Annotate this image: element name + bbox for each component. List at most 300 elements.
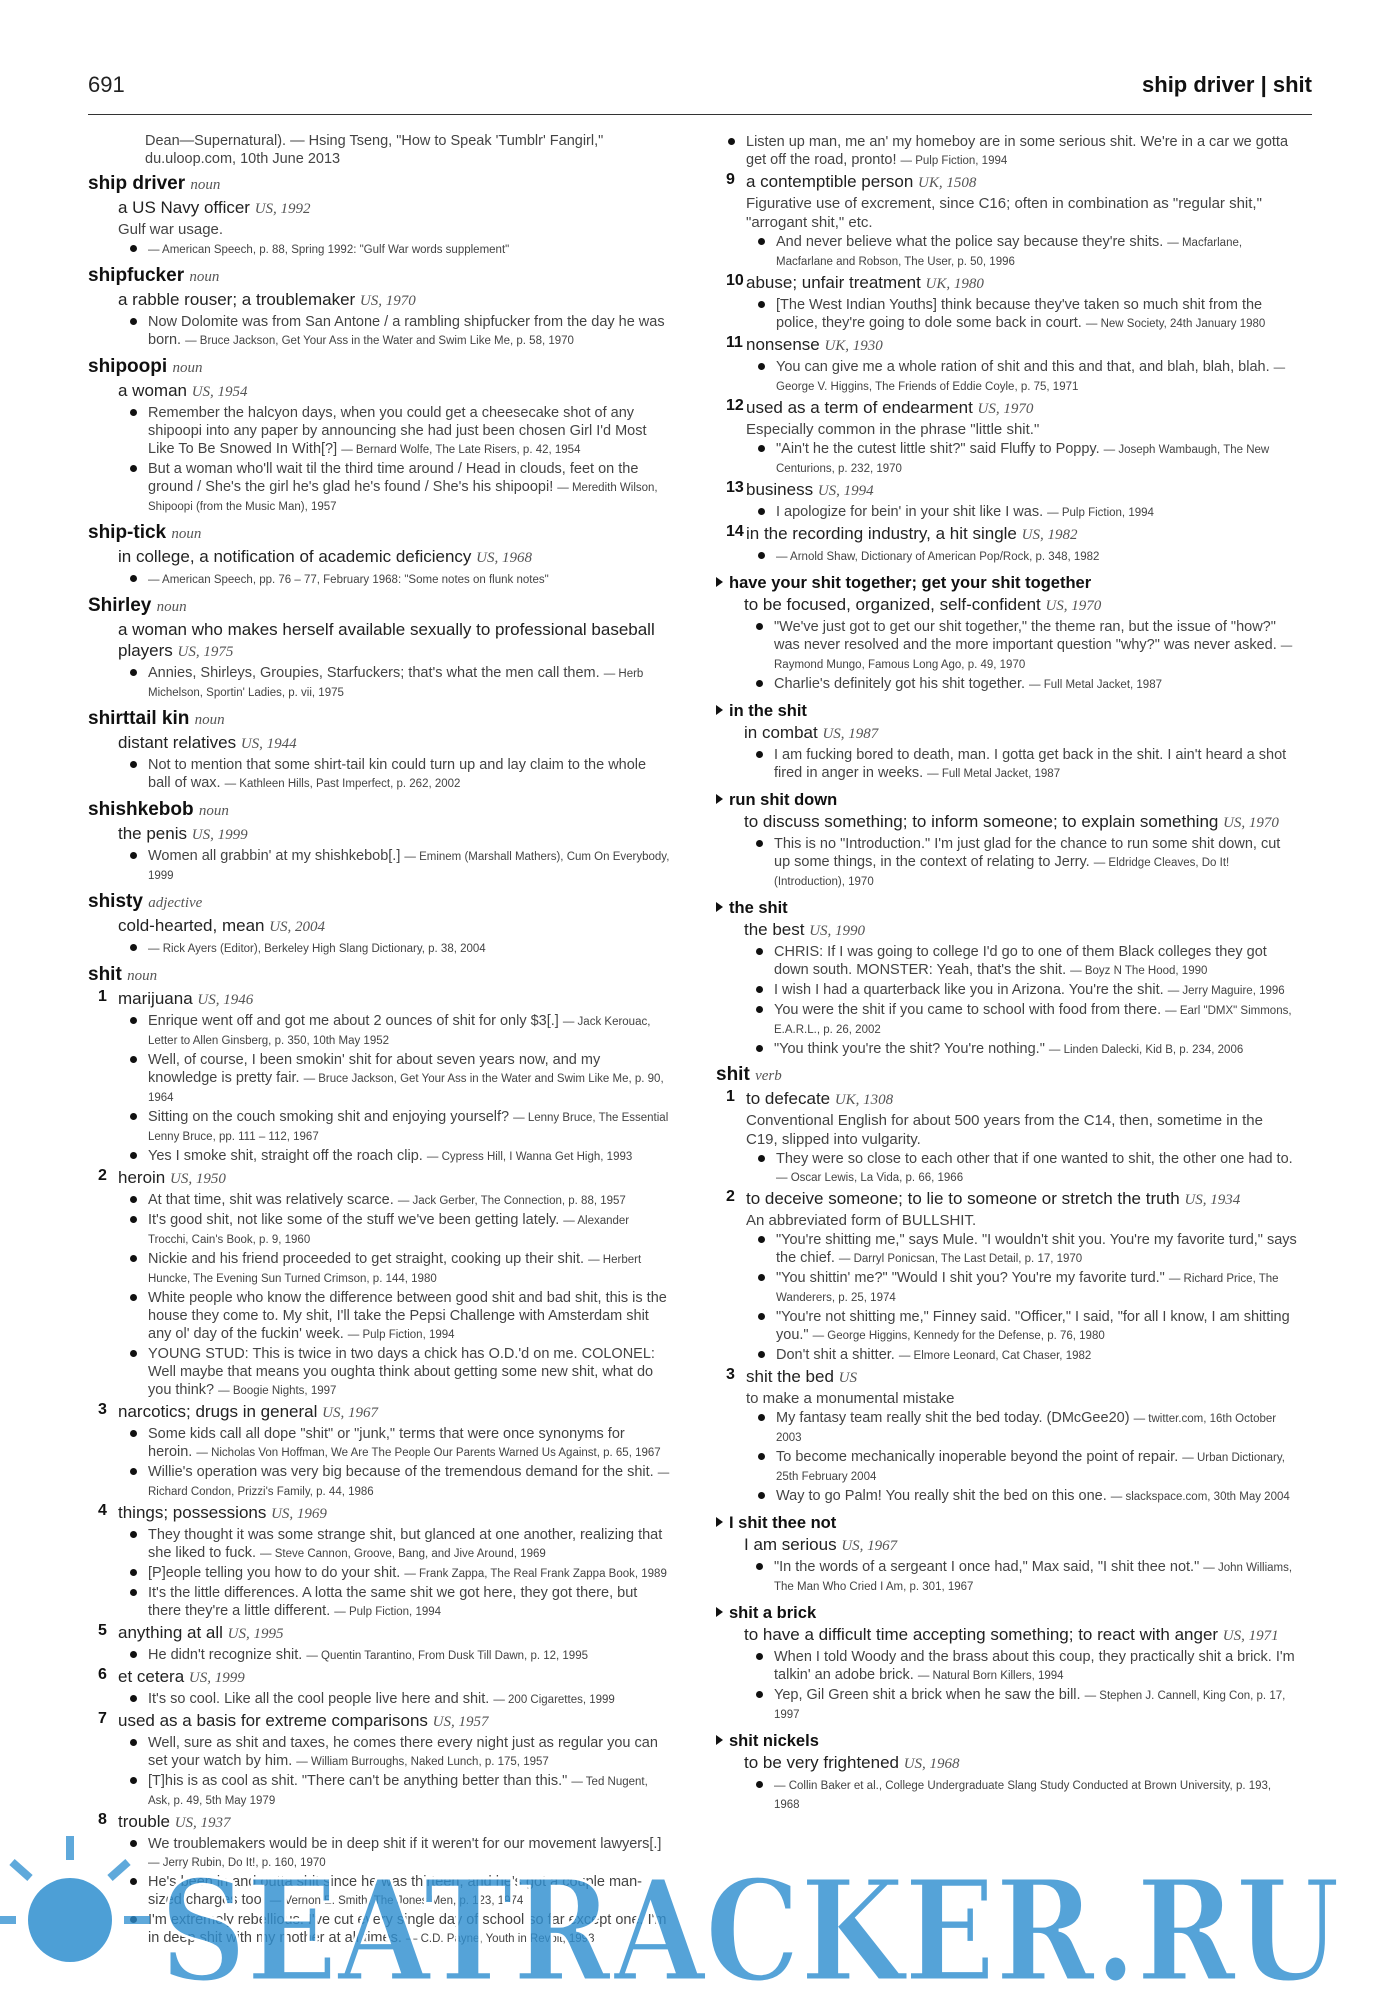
definition xyxy=(118,1401,670,1424)
part-of-speech: noun xyxy=(194,712,225,728)
origin-label: US, 1995 xyxy=(227,1626,284,1642)
origin-label: US, 1968 xyxy=(903,1756,960,1772)
quote-citation: — New Society, 24th January 1980 xyxy=(1085,318,1266,330)
part-of-speech: noun xyxy=(156,599,187,615)
quote-citation: — Urban Dictionary, 25th February 2004 xyxy=(776,1452,1285,1483)
noun-phrases xyxy=(716,572,1298,1059)
bullet-icon xyxy=(756,840,763,847)
sense-number: 11 xyxy=(726,334,743,351)
sense-number: 9 xyxy=(726,171,735,188)
phrase-headword xyxy=(716,700,1298,722)
quote-citation: — John Williams, The Man Who Cried I Am, p. 301, 1967 xyxy=(774,1562,1293,1593)
sense xyxy=(88,988,670,1166)
definition xyxy=(118,546,670,569)
headword-line xyxy=(88,963,670,988)
quote-text: "Ain't he the cutest little shit?" said Fluffy to Poppy. xyxy=(776,441,1104,457)
origin-label: US, 1969 xyxy=(271,1506,327,1522)
bullet-icon xyxy=(758,1236,765,1243)
definition-text: used as a basis for extreme comparisons xyxy=(118,1711,433,1730)
part-of-speech: noun xyxy=(171,526,202,542)
definition-text: shit the bed xyxy=(746,1367,839,1386)
headword-line xyxy=(88,172,670,197)
definition-text: the penis xyxy=(118,824,192,843)
origin-label: US, 1937 xyxy=(174,1815,231,1831)
bullet-icon xyxy=(758,363,765,370)
definition xyxy=(744,594,1298,617)
quote-citation: — Linden Dalecki, Kid B, p. 234, 2006 xyxy=(1048,1044,1244,1056)
bullet-icon xyxy=(130,1531,137,1538)
definition-text: cold-hearted, mean xyxy=(118,916,270,935)
quote-citation: — slackspace.com, 30th May 2004 xyxy=(1110,1491,1290,1503)
quote-citation: — Jerry Rubin, Do It!, p. 160, 1970 xyxy=(148,1857,326,1869)
citation-quote xyxy=(118,664,670,702)
definition xyxy=(744,1752,1298,1775)
origin-label: US, 1970 xyxy=(1045,598,1102,614)
citation-quote xyxy=(746,296,1298,333)
citation-quote xyxy=(746,1269,1298,1307)
citation-quote xyxy=(744,835,1298,891)
citation-quote xyxy=(744,981,1298,1000)
headword: ship driver xyxy=(88,173,191,194)
citation-quote xyxy=(118,1690,670,1709)
origin-label: US, 1970 xyxy=(359,293,416,309)
dictionary-entry xyxy=(88,521,670,589)
dictionary-entry xyxy=(88,264,670,350)
quote-citation: — Oscar Lewis, La Vida, p. 66, 1966 xyxy=(776,1172,964,1184)
phrase-headword xyxy=(716,1512,1298,1534)
quote-text: At that time, shit was relatively scarce. xyxy=(148,1192,398,1208)
quote-citation: — Pulp Fiction, 1994 xyxy=(900,155,1008,167)
header-rule xyxy=(88,114,1312,115)
quote-text: "We've just got to get our shit together," the theme ran, but the issue of "how?" was never resolved and the more important question "why?" was never asked. xyxy=(774,619,1281,653)
sense xyxy=(88,732,670,793)
bullet-icon xyxy=(758,1414,765,1421)
quote-text: They were so close to each other that if one wanted to shit, the other one had to. xyxy=(776,1151,1293,1167)
phrase-text: the shit xyxy=(729,899,788,917)
quote-text: Yep, Gil Green shit a brick when he saw the bill. xyxy=(774,1687,1085,1703)
bullet-icon xyxy=(756,623,763,630)
bullet-icon xyxy=(130,1695,137,1702)
bullet-icon xyxy=(758,301,765,308)
definition xyxy=(118,915,670,938)
quote-citation: — Pulp Fiction, 1994 xyxy=(1047,507,1154,519)
sense xyxy=(88,1502,670,1621)
dictionary-entry xyxy=(88,963,670,1948)
bullet-icon xyxy=(130,1916,137,1923)
usage-note: Conventional English for about 500 years from the C14, then, sometime in the C19, slipped into vulgarity. xyxy=(746,1112,1263,1148)
origin-label: US, 1994 xyxy=(817,483,874,499)
definition xyxy=(744,811,1298,834)
citation-quote xyxy=(118,756,670,793)
origin-label: US, 1999 xyxy=(188,1670,245,1686)
definition-text: in the recording industry, a hit single xyxy=(746,524,1022,543)
citation-quote xyxy=(118,847,670,885)
quote-citation: — George V. Higgins, The Friends of Eddie Coyle, p. 75, 1971 xyxy=(776,362,1286,393)
phrase-entry xyxy=(716,1512,1298,1596)
sense xyxy=(716,523,1298,566)
phrase-entry xyxy=(716,1602,1298,1724)
quote-citation: — Collin Baker et al., College Undergraduate Slang Study Conducted at Brown University, p. 193, 1968 xyxy=(774,1780,1272,1811)
origin-label: US, 1957 xyxy=(432,1714,489,1730)
sense-number: 14 xyxy=(726,523,744,540)
sense-number: 8 xyxy=(98,1811,107,1828)
bullet-icon xyxy=(130,852,137,859)
right-column xyxy=(716,132,1298,1815)
phrase-headword xyxy=(716,789,1298,811)
bullet-icon xyxy=(758,445,765,452)
origin-label: US xyxy=(838,1370,857,1386)
definition-text: marijuana xyxy=(118,989,198,1008)
definition xyxy=(744,919,1298,942)
quote-text: "You think you're the shit? You're nothing." xyxy=(774,1041,1049,1057)
citation-quote xyxy=(118,1289,670,1344)
citation-quote xyxy=(746,547,1298,566)
quote-text: "You shittin' me?" "Would I shit you? You're my favorite turd." xyxy=(776,1270,1169,1286)
citation-quote xyxy=(746,503,1298,522)
origin-label: UK, 1980 xyxy=(925,276,984,292)
part-of-speech: noun xyxy=(189,269,220,285)
origin-label: US, 1968 xyxy=(476,550,532,566)
sense xyxy=(88,289,670,350)
sense xyxy=(88,1167,670,1400)
citation-quote xyxy=(118,1734,670,1771)
bullet-icon xyxy=(756,680,763,687)
quote-citation: — Full Metal Jacket, 1987 xyxy=(927,768,1061,780)
citation-quote xyxy=(118,570,670,589)
bullet-icon xyxy=(756,948,763,955)
definition-text: narcotics; drugs in general xyxy=(118,1402,323,1421)
sense xyxy=(88,1710,670,1810)
headword-line xyxy=(88,707,670,732)
quote-citation: — Boyz N The Hood, 1990 xyxy=(1070,965,1208,977)
usage-note: Especially common in the phrase "little shit." xyxy=(746,421,1040,438)
definition-text: things; possessions xyxy=(118,1503,272,1522)
citation-quote xyxy=(118,1463,670,1501)
quote-citation: — William Burroughs, Naked Lunch, p. 175, 1957 xyxy=(296,1756,549,1768)
quote-text: I'm extremely rebellious. I've cut every single day of school so far except one. I'm in deep shit with my mother at all times. xyxy=(148,1912,667,1946)
citation-quote xyxy=(118,1584,670,1621)
citation-quote xyxy=(118,1211,670,1249)
headword-line xyxy=(88,890,670,915)
dictionary-entry xyxy=(716,1063,1298,1506)
quote-text: It's so cool. Like all the cool people live here and shit. xyxy=(148,1691,494,1707)
sense xyxy=(716,1534,1298,1596)
bullet-icon xyxy=(130,944,137,951)
sense xyxy=(88,546,670,589)
sense xyxy=(88,915,670,958)
bullet-icon xyxy=(130,245,137,252)
dictionary-entry xyxy=(88,798,670,885)
definition-text: a woman xyxy=(118,381,192,400)
phrase-headword xyxy=(716,1602,1298,1624)
definition xyxy=(746,479,1298,502)
quote-citation: — Full Metal Jacket, 1987 xyxy=(1029,679,1162,691)
right-continuation xyxy=(716,133,1298,170)
origin-label: US, 1934 xyxy=(1184,1192,1241,1208)
bullet-icon xyxy=(130,1840,137,1847)
phrase-text: shit a brick xyxy=(729,1604,817,1622)
definition-text: to defecate xyxy=(746,1089,835,1108)
definition xyxy=(746,1088,1298,1111)
citation-quote xyxy=(744,943,1298,980)
quote-citation: — Jack Kerouac, Letter to Allen Ginsberg, p. 350, 10th May 1952 xyxy=(148,1016,651,1047)
usage-note: Figurative use of excrement, since C16; often in combination as "regular shit," "arrogant shit," etc. xyxy=(746,195,1262,231)
quote-citation: — Natural Born Killers, 1994 xyxy=(917,1670,1064,1682)
quote-text: Well, of course, I been smokin' shit for about seven years now, and my knowledge is pretty fair. xyxy=(148,1052,601,1086)
definition-text: a US Navy officer xyxy=(118,198,255,217)
origin-label: US, 1967 xyxy=(322,1405,378,1421)
bullet-icon xyxy=(130,1350,137,1357)
quote-text: And never believe what the police say because they're shits. xyxy=(776,234,1168,250)
quote-citation: — Frank Zappa, The Real Frank Zappa Book, 1989 xyxy=(404,1568,667,1580)
triangle-icon xyxy=(716,902,723,912)
bullet-icon xyxy=(758,1492,765,1499)
triangle-icon xyxy=(716,577,723,587)
citation-quote xyxy=(746,1308,1298,1345)
origin-label: US, 1944 xyxy=(240,736,297,752)
sense-number: 12 xyxy=(726,397,744,414)
definition xyxy=(746,397,1298,420)
phrase-text: have your shit together; get your shit together xyxy=(729,574,1092,592)
bullet-icon xyxy=(756,1653,763,1660)
definition xyxy=(118,1167,670,1190)
phrase-entry xyxy=(716,897,1298,1059)
sense xyxy=(88,1666,670,1709)
running-head: ship driver | shit xyxy=(1142,72,1312,97)
definition xyxy=(746,1366,1298,1389)
continuation-citation: Dean—Supernatural). — Hsing Tseng, "How to Speak 'Tumblr' Fangirl," du.uloop.com, 10th June 2013 xyxy=(145,133,604,167)
quote-citation: — American Speech, pp. 76 – 77, February 1968: "Some notes on flunk notes" xyxy=(148,574,549,586)
headword-line xyxy=(88,798,670,823)
bullet-icon xyxy=(756,986,763,993)
headword: shisty xyxy=(88,891,149,912)
quote-text: Now Dolomite was from San Antone / a rambling shipfucker from the day he was born. xyxy=(148,314,665,348)
quote-citation: — Ted Nugent, Ask, p. 49, 5th May 1979 xyxy=(148,1776,648,1807)
headword: Shirley xyxy=(88,595,157,616)
sense-number: 7 xyxy=(98,1710,107,1727)
sense xyxy=(88,1622,670,1665)
definition-text: in college, a notification of academic deficiency xyxy=(118,547,477,566)
phrase-text: I shit thee not xyxy=(729,1514,837,1532)
headword: shit xyxy=(716,1064,756,1085)
dictionary-entry xyxy=(88,594,670,702)
definition-text: a rabble rouser; a troublemaker xyxy=(118,290,360,309)
citation-quote xyxy=(744,1776,1298,1814)
quote-text: Don't shit a shitter. xyxy=(776,1347,899,1363)
citation-quote xyxy=(118,1425,670,1462)
headword: shirttail kin xyxy=(88,708,195,729)
quote-citation: — twitter.com, 16th October 2003 xyxy=(776,1413,1277,1444)
quote-text: We troublemakers would be in deep shit if it weren't for our movement lawyers[.] xyxy=(148,1836,662,1852)
citation-quote xyxy=(118,1012,670,1050)
definition-text: to deceive someone; to lie to someone or stretch the truth xyxy=(746,1189,1185,1208)
citation-quote xyxy=(118,1250,670,1288)
quote-citation: — Steve Cannon, Groove, Bang, and Jive Around, 1969 xyxy=(260,1548,546,1560)
definition-text: heroin xyxy=(118,1168,170,1187)
verb-phrases xyxy=(716,1512,1298,1814)
quote-text: "You're shitting me," says Mule. "I wouldn't shit you. You're my favorite turd," says the chief. xyxy=(776,1232,1297,1266)
sense xyxy=(88,197,670,259)
citation-quote xyxy=(744,675,1298,694)
sense-number: 2 xyxy=(726,1188,735,1205)
quote-text: [The West Indian Youths] think because they've taken so much shit from the police, they're going to dole some back in court. xyxy=(776,297,1263,331)
quote-text: [T]his is as cool as shit. "There can't be anything better than this." xyxy=(148,1773,572,1789)
quote-text: This is no "Introduction." I'm just glad for the chance to run some shit down, cut up some things, in the context of relating to Jerry. xyxy=(774,836,1281,870)
quote-citation: — Earl "DMX" Simmons, E.A.R.L., p. 26, 2002 xyxy=(774,1005,1292,1036)
sense xyxy=(716,811,1298,891)
usage-note: An abbreviated form of BULLSHIT. xyxy=(746,1212,977,1229)
origin-label: US, 1990 xyxy=(809,923,866,939)
quote-citation: — Raymond Mungo, Famous Long Ago, p. 49, 1970 xyxy=(774,640,1293,671)
usage-note: to make a monumental mistake xyxy=(746,1390,955,1407)
quote-citation: — Jerry Maguire, 1996 xyxy=(1167,985,1285,997)
sense xyxy=(716,722,1298,783)
sense-number: 1 xyxy=(98,988,107,1005)
headword: shishkebob xyxy=(88,799,199,820)
quote-citation: — American Speech, p. 88, Spring 1992: "Gulf War words supplement" xyxy=(148,244,510,256)
headword: shit xyxy=(88,964,128,985)
sense-number: 13 xyxy=(726,479,744,496)
definition xyxy=(744,1534,1298,1557)
definition xyxy=(118,289,670,312)
bullet-icon xyxy=(130,409,137,416)
quote-text: I apologize for bein' in your shit like I was. xyxy=(776,504,1048,520)
quote-citation: — Bruce Jackson, Get Your Ass in the Water and Swim Like Me, p. 90, 1964 xyxy=(148,1073,664,1104)
quote-text: To become mechanically inoperable beyond the point of repair. xyxy=(776,1449,1183,1465)
origin-label: US, 1970 xyxy=(977,401,1034,417)
watermark-text: SEATRACKER.RU xyxy=(160,1850,1340,2000)
phrase-entry xyxy=(716,789,1298,891)
bullet-icon xyxy=(130,1651,137,1658)
definition xyxy=(744,722,1298,745)
bullet-icon xyxy=(756,751,763,758)
quote-text: When I told Woody and the brass about this coup, they practically shit a brick. I'm talkin' an adobe brick. xyxy=(774,1649,1295,1683)
citation-quote xyxy=(744,1686,1298,1724)
origin-label: US, 1992 xyxy=(254,201,311,217)
triangle-icon xyxy=(716,705,723,715)
definition-text: anything at all xyxy=(118,1623,228,1642)
sense-number: 5 xyxy=(98,1622,107,1639)
quote-citation: — Quentin Tarantino, From Dusk Till Dawn, p. 12, 1995 xyxy=(306,1650,588,1662)
quote-text: He's been in and outta shit since he was thirteen, and he's got a couple man-sized charges too. xyxy=(148,1874,643,1908)
quote-citation: — Herb Michelson, Sportin' Ladies, p. vii, 1975 xyxy=(148,668,644,699)
sense xyxy=(716,1088,1298,1187)
citation-quote xyxy=(118,404,670,459)
sense xyxy=(716,594,1298,694)
part-of-speech: noun xyxy=(172,360,203,376)
sense-number: 3 xyxy=(98,1401,107,1418)
quote-citation: — Herbert Huncke, The Evening Sun Turned Crimson, p. 144, 1980 xyxy=(148,1254,642,1285)
dictionary-entry xyxy=(88,355,670,516)
sense xyxy=(716,479,1298,522)
definition-text: trouble xyxy=(118,1812,175,1831)
quote-text: I wish I had a quarterback like you in Arizona. You're the shit. xyxy=(774,982,1168,998)
shit-verb-entry xyxy=(716,1063,1298,1506)
sense-number: 6 xyxy=(98,1666,107,1683)
citation-quote xyxy=(118,1147,670,1166)
bullet-icon xyxy=(130,1878,137,1885)
bullet-icon xyxy=(130,1589,137,1596)
citation-quote xyxy=(716,133,1298,170)
origin-label: US, 1950 xyxy=(169,1171,226,1187)
sense xyxy=(716,1366,1298,1506)
quote-citation: — Darryl Ponicsan, The Last Detail, p. 17, 1970 xyxy=(838,1253,1083,1265)
origin-label: US, 1954 xyxy=(191,384,248,400)
quote-citation: — Stephen J. Cannell, King Con, p. 17, 1997 xyxy=(774,1690,1286,1721)
quote-text: I am fucking bored to death, man. I gotta get back in the shit. I ain't heard a shot fired in anger in weeks. xyxy=(774,747,1287,781)
phrase-entry xyxy=(716,572,1298,694)
headword: shipoopi xyxy=(88,356,173,377)
bullet-icon xyxy=(756,1563,763,1570)
definition xyxy=(118,1622,670,1645)
left-entries xyxy=(88,172,670,1948)
definition-text: abuse; unfair treatment xyxy=(746,273,926,292)
definition xyxy=(118,1710,670,1733)
origin-label: US, 1999 xyxy=(191,827,248,843)
sense-number: 4 xyxy=(98,1502,107,1519)
bullet-icon xyxy=(130,1468,137,1475)
quote-text: Well, sure as shit and taxes, he comes there every night just as regular you can set your watch by him. xyxy=(148,1735,658,1769)
headword-line xyxy=(716,1063,1298,1088)
quote-citation: — Pulp Fiction, 1994 xyxy=(347,1329,455,1341)
quote-citation: — Kathleen Hills, Past Imperfect, p. 262, 2002 xyxy=(224,778,461,790)
bullet-icon xyxy=(130,1196,137,1203)
sense-number: 3 xyxy=(726,1366,735,1383)
quote-text: YOUNG STUD: This is twice in two days a chick has O.D.'d on me. COLONEL: Well maybe that means you oughta think about getting some new shit, what do you think? xyxy=(148,1346,655,1398)
phrase-text: in the shit xyxy=(729,702,807,720)
sense xyxy=(88,1811,670,1948)
bullet-icon xyxy=(130,1216,137,1223)
citation-quote xyxy=(746,1448,1298,1486)
citation-quote xyxy=(118,1345,670,1400)
quote-text: My fantasy team really shit the bed today. (DMcGee20) xyxy=(776,1410,1134,1426)
origin-label: US, 1982 xyxy=(1021,527,1078,543)
bullet-icon xyxy=(130,1294,137,1301)
quote-citation: — Pulp Fiction, 1994 xyxy=(334,1606,442,1618)
quote-citation: — Alexander Trocchi, Cain's Book, p. 9, 1960 xyxy=(148,1215,630,1246)
sense-number: 10 xyxy=(726,272,744,289)
part-of-speech: noun xyxy=(198,803,229,819)
citation-quote xyxy=(118,1564,670,1583)
quote-text: [P]eople telling you how to do your shit. xyxy=(148,1565,405,1581)
quote-citation: — Nicholas Von Hoffman, We Are The People Our Parents Warned Us Against, p. 65, 1967 xyxy=(196,1447,661,1459)
quote-citation: — Rick Ayers (Editor), Berkeley High Slang Dictionary, p. 38, 2004 xyxy=(148,943,486,955)
definition-text: to be very frightened xyxy=(744,1753,904,1772)
quote-citation: — Arnold Shaw, Dictionary of American Pop/Rock, p. 348, 1982 xyxy=(776,551,1100,563)
dictionary-entry xyxy=(88,172,670,259)
quote-citation: — George Higgins, Kennedy for the Defense, p. 76, 1980 xyxy=(812,1330,1105,1342)
sense xyxy=(716,397,1298,478)
definition xyxy=(744,1624,1298,1647)
bullet-icon xyxy=(130,1777,137,1784)
citation-quote xyxy=(118,240,670,259)
quote-citation: — Joseph Wambaugh, The New Centurions, p. 232, 1970 xyxy=(776,444,1270,475)
quote-text: CHRIS: If I was going to college I'd go to one of them Black colleges they got down south. MONSTER: Yeah, that's the shit. xyxy=(774,944,1267,978)
definition-text: in combat xyxy=(744,723,823,742)
quote-text: It's the little differences. A lotta the same shit we got here, they got there, but there they're a little different. xyxy=(148,1585,638,1619)
sense-number: 1 xyxy=(726,1088,735,1105)
origin-label: US, 2004 xyxy=(269,919,326,935)
part-of-speech: adjective xyxy=(148,895,203,911)
bullet-icon xyxy=(130,761,137,768)
sense xyxy=(88,619,670,702)
sense xyxy=(716,1188,1298,1365)
quote-text: White people who know the difference between good shit and bad shit, this is the house they come to. My shit, I'll take the Pepsi Challenge with Amsterdam shit any ol' day of the fuckin' week. xyxy=(148,1290,667,1342)
definition xyxy=(118,823,670,846)
quote-citation: — Macfarlane, Macfarlane and Robson, The User, p. 50, 1996 xyxy=(776,237,1243,268)
quote-text: Not to mention that some shirt-tail kin could turn up and lay claim to the whole ball of wax. xyxy=(148,757,647,791)
citation-quote xyxy=(746,358,1298,396)
